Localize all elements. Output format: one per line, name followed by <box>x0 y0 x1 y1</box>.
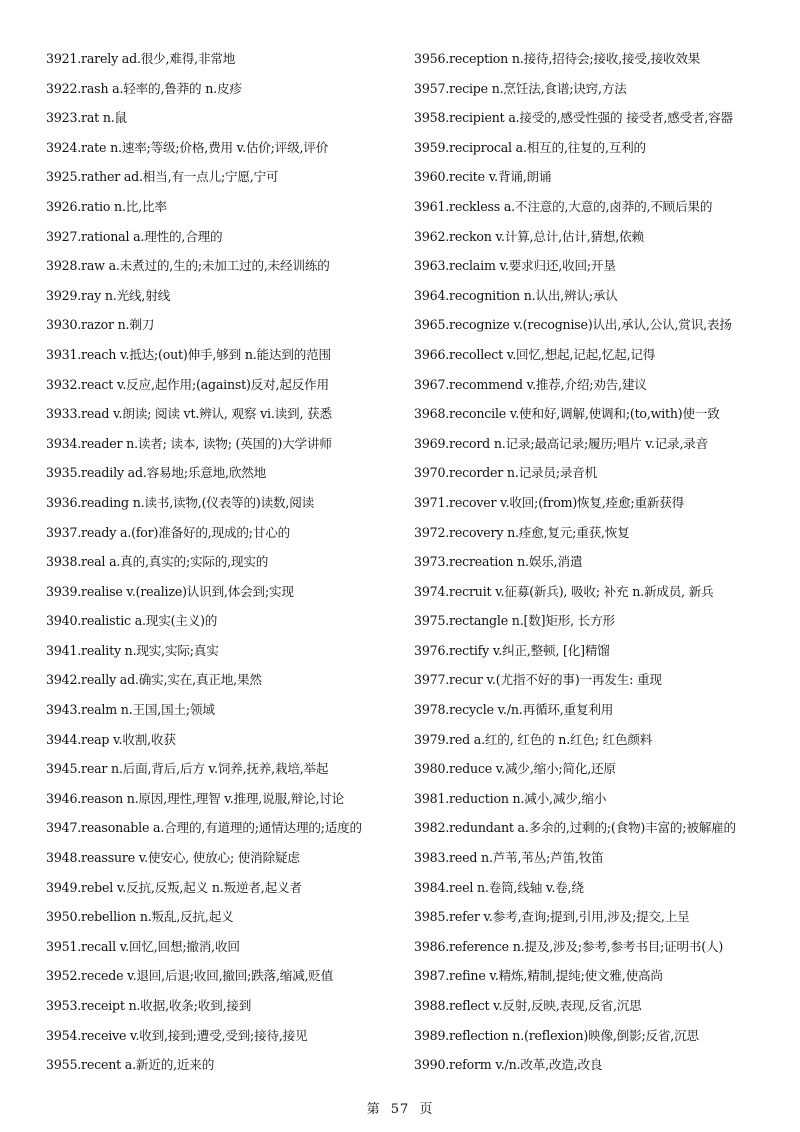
vocab-entry: 3972.recovery n.痊愈,复元;重获,恢复 <box>414 524 630 540</box>
vocab-entry: 3923.rat n.鼠 <box>46 110 127 126</box>
vocab-entry: 3964.recognition n.认出,辨认;承认 <box>414 287 618 303</box>
vocab-entry: 3942.really ad.确实,实在,真正地,果然 <box>46 672 262 688</box>
vocab-entry: 3962.reckon v.计算,总计,估计,猜想,依赖 <box>414 228 644 244</box>
vocab-entry: 3935.readily ad.容易地;乐意地,欣然地 <box>46 465 267 481</box>
vocab-entry: 3961.reckless a.不注意的,大意的,卤莽的,不顾后果的 <box>414 198 713 214</box>
vocab-entry: 3965.recognize v.(recognise)认出,承认,公认,赏识,表扬 <box>414 317 732 333</box>
vocab-entry: 3951.recall v.回忆,回想;撤消,收回 <box>46 938 240 954</box>
vocab-entry: 3969.record n.记录;最高记录;履历;唱片 v.记录,录音 <box>414 435 709 451</box>
page-footer <box>0 1098 800 1117</box>
vocab-entry: 3970.recorder n.记录员;录音机 <box>414 465 598 481</box>
vocab-entry: 3958.recipient a.接受的,感受性强的 接受者,感受者,容器 <box>414 110 733 126</box>
vocab-entry: 3938.real a.真的,真实的;实际的,现实的 <box>46 554 269 570</box>
vocab-entry: 3990.reform v./n.改革,改造,改良 <box>414 1057 603 1073</box>
vocab-entry: 3925.rather ad.相当,有一点儿;宁愿,宁可 <box>46 169 279 185</box>
vocab-entry: 3973.recreation n.娱乐,消遣 <box>414 554 583 570</box>
vocab-entry: 3989.reflection n.(reflexion)映像,倒影;反省,沉思 <box>414 1027 699 1043</box>
vocab-entry: 3953.receipt n.收据,收条;收到,接到 <box>46 998 252 1013</box>
vocab-entry: 3987.refine v.精炼,精制,提纯;使文雅,使高尚 <box>414 968 663 984</box>
vocab-entry: 3954.receive v.收到,接到;遭受,受到;接待,接见 <box>46 1027 308 1043</box>
left-column <box>46 44 406 1080</box>
vocab-entry: 3980.reduce v.减少,缩小;简化,还原 <box>414 761 616 777</box>
vocab-entry: 3971.recover v.收回;(from)恢复,痊愈;重新获得 <box>414 494 685 510</box>
vocab-entry: 3944.reap v.收割,收获 <box>46 731 176 747</box>
vocab-entry: 3957.recipe n.烹饪法,食谱;诀窍,方法 <box>414 80 627 96</box>
vocab-entry: 3941.reality n.现实,实际;真实 <box>46 642 219 658</box>
vocab-entry: 3983.reed n.芦苇,苇丛;芦笛,牧笛 <box>414 850 604 866</box>
vocab-entry: 3940.realistic a.现实(主义)的 <box>46 613 218 629</box>
vocab-entry: 3963.reclaim v.要求归还,收回;开垦 <box>414 258 616 274</box>
vocab-entry: 3988.reflect v.反射,反映,表现,反省,沉思 <box>414 998 642 1013</box>
vocab-entry: 3959.reciprocal a.相互的,往复的,互利的 <box>414 139 646 155</box>
vocab-entry: 3926.ratio n.比,比率 <box>46 198 167 214</box>
vocab-entry: 3985.refer v.参考,查询;提到,引用,涉及;提交,上呈 <box>414 909 690 925</box>
footer-suffix: 页 <box>419 1102 434 1117</box>
vocab-entry: 3922.rash a.轻率的,鲁莽的 n.皮疹 <box>46 80 242 96</box>
vocab-entry: 3976.rectify v.纠正,整顿, [化]精馏 <box>414 642 610 658</box>
vocab-entry: 3955.recent a.新近的,近来的 <box>46 1057 215 1073</box>
vocab-entry: 3974.recruit v.征募(新兵), 吸收; 补充 n.新成员, 新兵 <box>414 583 714 599</box>
vocab-entry: 3986.reference n.提及,涉及;参考,参考书目;证明书(人) <box>414 938 724 954</box>
vocab-entry: 3931.reach v.抵达;(out)伸手,够到 n.能达到的范围 <box>46 346 331 362</box>
vocab-entry: 3966.recollect v.回忆,想起,记起,忆起,记得 <box>414 346 656 362</box>
vocab-entry: 3968.reconcile v.使和好,调解,使调和;(to,with)使一致 <box>414 406 720 422</box>
vocab-entry: 3981.reduction n.减小,减少,缩小 <box>414 790 607 806</box>
vocab-entry: 3930.razor n.剃刀 <box>46 317 155 333</box>
right-column <box>414 44 794 1080</box>
vocab-entry: 3960.recite v.背诵,朗诵 <box>414 169 552 185</box>
vocab-entry: 3978.recycle v./n.再循环,重复利用 <box>414 702 614 718</box>
vocab-entry: 3977.recur v.(尤指不好的事)一再发生: 重现 <box>414 672 662 688</box>
vocab-entry: 3949.rebel v.反抗,反叛,起义 n.叛逆者,起义者 <box>46 879 302 895</box>
vocab-entry: 3921.rarely ad.很少,难得,非常地 <box>46 51 236 66</box>
vocab-entry: 3956.reception n.接待,招待会;接收,接受,接收效果 <box>414 51 701 66</box>
vocab-entry: 3943.realm n.王国,国土;领域 <box>46 702 215 718</box>
footer-prefix: 第 <box>366 1102 381 1117</box>
vocab-entry: 3934.reader n.读者; 读本, 读物; (英国的)大学讲师 <box>46 435 332 451</box>
vocab-entry: 3967.recommend v.推荐,介绍;劝告,建议 <box>414 376 647 392</box>
vocab-entry: 3924.rate n.速率;等级;价格,费用 v.估价;评级,评价 <box>46 139 329 155</box>
vocab-entry: 3984.reel n.卷筒,线轴 v.卷,绕 <box>414 879 584 895</box>
vocab-entry: 3950.rebellion n.叛乱,反抗,起义 <box>46 909 234 925</box>
vocab-entry: 3937.ready a.(for)准备好的,现成的;甘心的 <box>46 524 290 540</box>
vocab-entry: 3928.raw a.未煮过的,生的;未加工过的,未经训练的 <box>46 258 330 274</box>
vocab-entry: 3975.rectangle n.[数]矩形, 长方形 <box>414 613 615 629</box>
vocab-entry: 3933.read v.朗读; 阅读 vt.辨认, 观察 vi.读到, 获悉 <box>46 406 332 422</box>
vocab-entry: 3979.red a.红的, 红色的 n.红色; 红色颜料 <box>414 731 653 747</box>
vocab-entry: 3948.reassure v.使安心, 使放心; 使消除疑虑 <box>46 850 300 866</box>
vocab-entry: 3947.reasonable a.合理的,有道理的;通情达理的;适度的 <box>46 820 362 836</box>
page-number: 57 <box>390 1102 410 1117</box>
vocab-entry: 3929.ray n.光线,射线 <box>46 287 170 303</box>
vocab-entry: 3982.redundant a.多余的,过剩的;(食物)丰富的;被解雇的 <box>414 820 736 836</box>
vocab-entry: 3945.rear n.后面,背后,后方 v.饲养,抚养,栽培,举起 <box>46 761 329 777</box>
vocab-entry: 3939.realise v.(realize)认识到,体会到;实现 <box>46 583 294 599</box>
vocab-entry: 3936.reading n.读书,读物,(仪表等的)读数,阅读 <box>46 494 314 510</box>
vocab-entry: 3946.reason n.原因,理性,理智 v.推理,说服,辩论,讨论 <box>46 790 345 806</box>
vocab-entry: 3952.recede v.退回,后退;收回,撤回;跌落,缩减,贬值 <box>46 968 334 984</box>
vocab-entry: 3927.rational a.理性的,合理的 <box>46 228 223 244</box>
vocab-entry: 3932.react v.反应,起作用;(against)反对,起反作用 <box>46 376 329 392</box>
